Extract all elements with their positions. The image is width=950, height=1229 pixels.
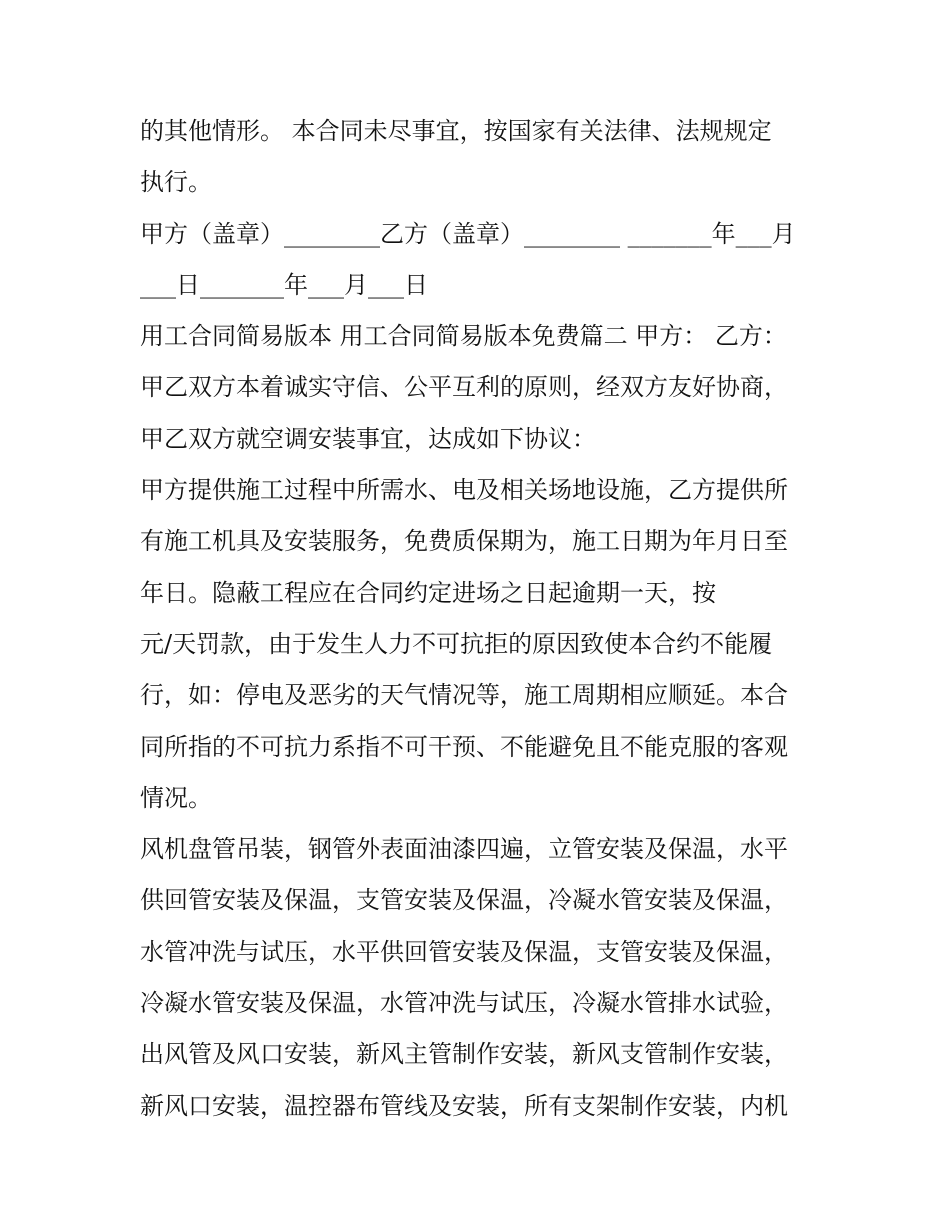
section-heading-line: 用工合同简易版本 用工合同简易版本免费篇二 甲方： 乙方： [140,322,787,351]
document-body [140,106,830,1132]
text-line: 同所指的不可抗力系指不可干预、不能避免且不能克服的客观 [140,732,788,761]
text-line: 行，如：停电及恶劣的天气情况等，施工周期相应顺延。本合 [140,681,788,710]
text-line: 出风管及风口安装，新风主管制作安装，新风支管制作安装， [140,1040,788,1069]
text-line: 情况。 [140,783,212,812]
text-line: 风机盘管吊装，钢管外表面油漆四遍，立管安装及保温，水平 [140,835,788,864]
text-line: 冷凝水管安装及保温，水管冲洗与试压，冷凝水管排水试验， [140,989,788,1018]
text-line: 的其他情形。 本合同未尽事宜，按国家有关法律、法规规定 [140,117,772,145]
text-line: 水管冲洗与试压，水平供回管安装及保温，支管安装及保温， [140,937,788,966]
text-line: 甲乙双方本着诚实守信、公平互利的原则，经双方友好协商， [140,373,788,402]
date-line: ___日_______年___月___日 [140,270,428,299]
signature-line: 甲方（盖章）________乙方（盖章）________ _______年___月 [140,219,796,248]
text-line: 执行。 [140,168,212,197]
text-line: 元/天罚款，由于发生人力不可抗拒的原因致使本合约不能履 [140,629,773,658]
text-line: 有施工机具及安装服务，免费质保期为，施工日期为年月日至 [140,527,788,556]
text-line: 供回管安装及保温，支管安装及保温，冷凝水管安装及保温， [140,886,788,915]
text-line: 新风口安装，温控器布管线及安装，所有支架制作安装，内机 [140,1091,788,1120]
text-line: 甲方提供施工过程中所需水、电及相关场地设施，乙方提供所 [140,476,788,505]
text-line: 年日。隐蔽工程应在合同约定进场之日起逾期一天，按 [140,578,716,607]
text-line: 甲乙双方就空调安装事宜，达成如下协议： [140,424,596,453]
